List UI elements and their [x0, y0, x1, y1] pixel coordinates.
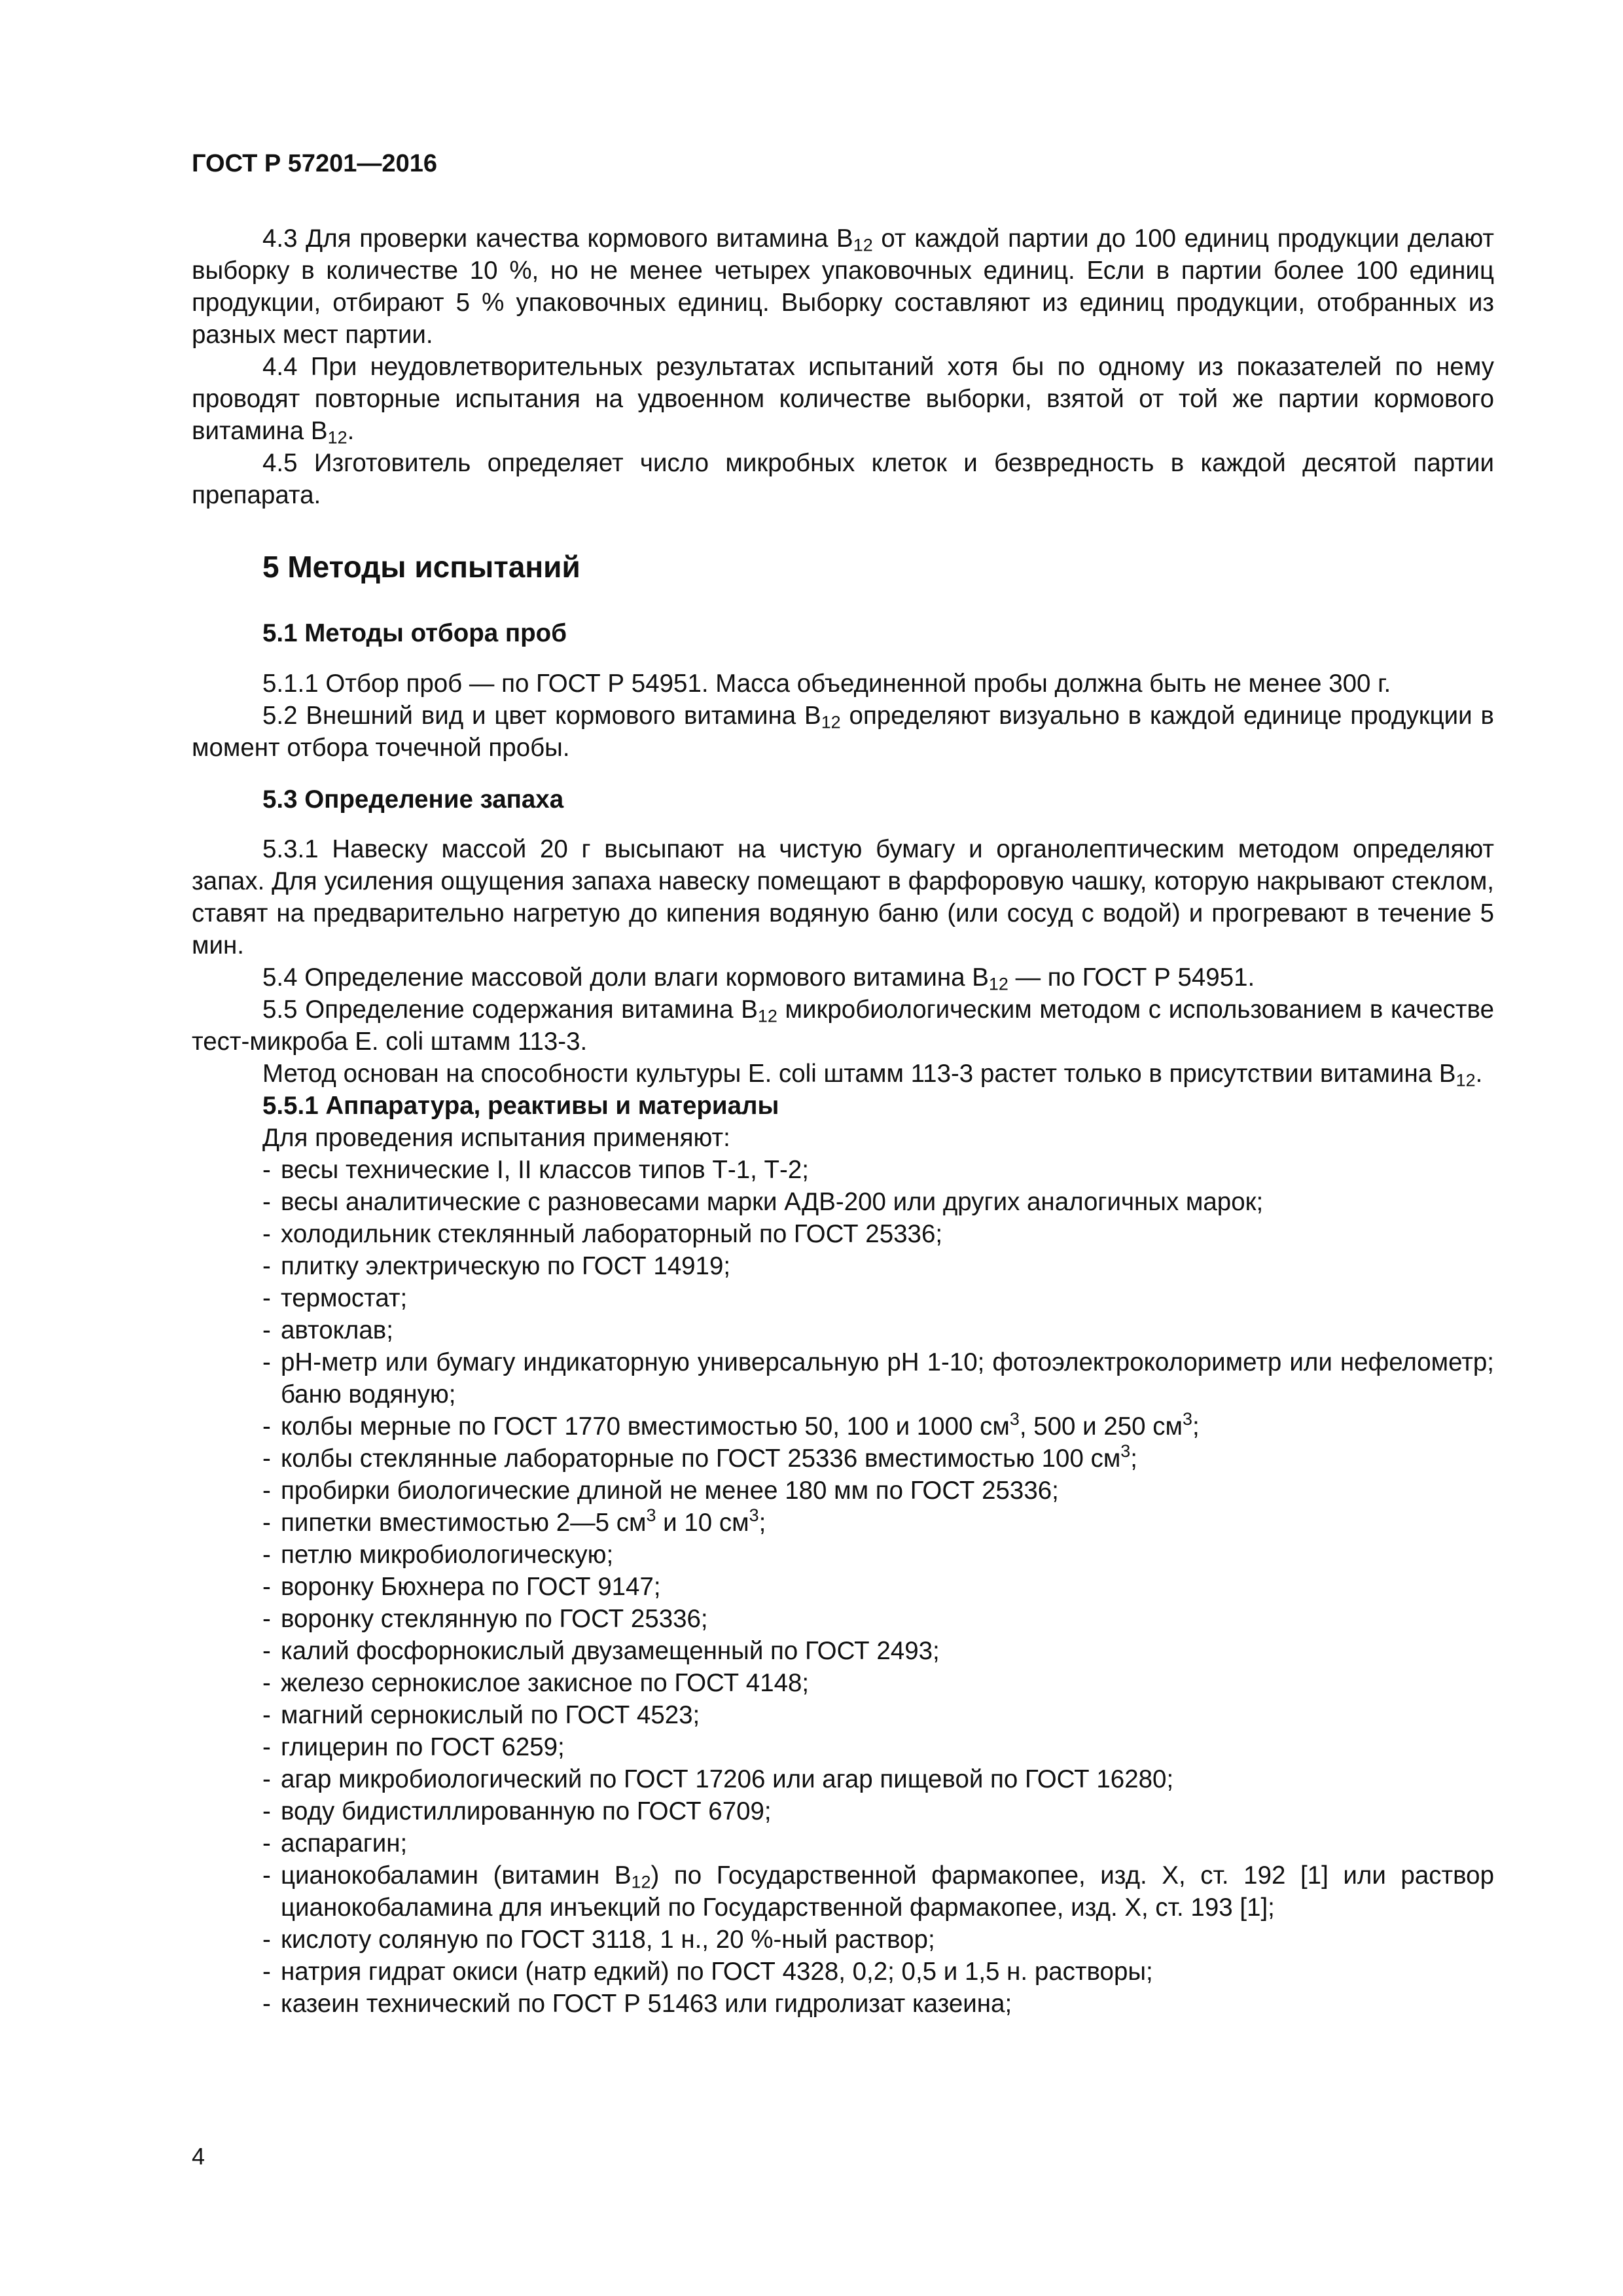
page-number: 4: [192, 2143, 205, 2170]
paragraph-5-5: 5.5 Определение содержания витамина $В_{12}$ микробиологическим методом с использованием в качестве тест-микроба E. coli штамм 113-3.: [192, 996, 1494, 1056]
list-item: - калий фосфорнокислый двузамещенный по ГОСТ 2493;: [262, 1637, 940, 1665]
section-4-paragraphs: [192, 223, 1494, 511]
list-item: - холодильник стеклянный лабораторный по ГОСТ 25336;: [262, 1220, 943, 1248]
list-item: - магний сернокислый по ГОСТ 4523;: [262, 1701, 700, 1729]
list-item: - казеин технический по ГОСТ Р 51463 или гидролизат казеина;: [262, 1990, 1012, 2018]
section-5-1-title: 5.1 Методы отбора проб: [262, 619, 567, 647]
list-item: - агар микробиологический по ГОСТ 17206 или агар пищевой по ГОСТ 16280;: [262, 1765, 1174, 1793]
list-item: - пипетки вместимостью 2—5 $см^3$ и 10 $см^3$;: [262, 1505, 766, 1537]
section-5-title: 5 Методы испытаний: [262, 550, 580, 584]
list-item: - весы технические I, II классов типов Т-1, Т-2;: [262, 1156, 809, 1184]
list-item: - петлю микробиологическую;: [262, 1541, 614, 1569]
section-5-3-paragraphs: [192, 833, 1494, 2020]
section-5-3-block: [192, 783, 1494, 816]
list-item: - глицерин по ГОСТ 6259;: [262, 1733, 565, 1761]
paragraph-5-4: 5.4 Определение массовой доли влаги кормового витамина $В_{12}$ — по ГОСТ Р 54951.: [262, 963, 1255, 994]
section-5-1-block: [192, 617, 1494, 649]
list-item: - аспарагин;: [262, 1829, 408, 1857]
paragraph-4-5: 4.5 Изготовитель определяет число микробных клеток и безвредность в каждой десятой партии препарата.: [192, 449, 1494, 509]
list-item: - кислоту соляную по ГОСТ 3118, 1 н., 20 %-ный раствор;: [262, 1926, 935, 1954]
list-item: - воронку стеклянную по ГОСТ 25336;: [262, 1605, 708, 1633]
standard-header: ГОСТ Р 57201—2016: [192, 150, 437, 177]
paragraph-5-1-1: 5.1.1 Отбор проб — по ГОСТ Р 54951. Масса объединенной пробы должна быть не менее 300 г.: [262, 670, 1391, 698]
list-item: - воронку Бюхнера по ГОСТ 9147;: [262, 1573, 661, 1601]
list-item: - колбы стеклянные лабораторные по ГОСТ 25336 вместимостью 100 $см^3$;: [262, 1441, 1137, 1473]
section-5-5-1-title: 5.5.1 Аппаратура, реактивы и материалы: [262, 1092, 779, 1120]
list-item: - плитку электрическую по ГОСТ 14919;: [262, 1252, 731, 1280]
equipment-list: [192, 1154, 1494, 2020]
paragraph-4-4: 4.4 При неудовлетворительных результатах испытаний хотя бы по одному из показателей по нему проводят повторные испытания на удвоенном количестве выборки, взятой от той же партии кормового витамина $В_{12}$.: [192, 353, 1494, 448]
paragraph-4-3: 4.3 Для проверки качества кормового витамина $В_{12}$ от каждой партии до 100 единиц продукции делают выборку в количестве 10 %, но не менее четырех упаковочных единиц. Если в партии более 100 единиц продукции, отбирают 5 % упаковочных единиц. Выборку составляют из единиц продукции, отобранных из разных мест партии.: [192, 224, 1494, 349]
list-item: - термостат;: [262, 1284, 408, 1312]
section-5-1-paragraphs: [192, 668, 1494, 764]
list-item: - цианокобаламин (витамин $В_{12}$) по Государственной фармакопее, изд. X, ст. 192 [1] или раствор цианокобаламина для инъекций по Государственной фармакопее, изд. X, ст. 193 [1];: [262, 1861, 1494, 1922]
list-item: - автоклав;: [262, 1316, 393, 1344]
list-item: - железо сернокислое закисное по ГОСТ 4148;: [262, 1669, 810, 1697]
section-5-3-title: 5.3 Определение запаха: [262, 785, 564, 814]
list-item: - воду бидистиллированную по ГОСТ 6709;: [262, 1797, 772, 1825]
list-item: - колбы мерные по ГОСТ 1770 вместимостью 50, 100 и 1000 $см^3$, 500 и 250 $см^3$;: [262, 1409, 1200, 1441]
list-item: - pH-метр или бумагу индикаторную универсальную pH 1-10; фотоэлектроколориметр или нефелометр; баню водяную;: [262, 1348, 1494, 1408]
list-item: - весы аналитические с разновесами марки АДВ-200 или других аналогичных марок;: [262, 1188, 1264, 1216]
list-intro: Для проведения испытания применяют:: [262, 1124, 730, 1152]
paragraph-method: Метод основан на способности культуры E. coli штамм 113-3 растет только в присутствии витамина $В_{12}$.: [262, 1060, 1483, 1090]
paragraph-5-3-1: 5.3.1 Навеску массой 20 г высыпают на чистую бумагу и органолептическим методом определяют запах. Для усиления ощущения запаха навеску помещают в фарфоровую чашку, которую накрывают стеклом, ставят на предварительно нагретую до кипения водяную баню (или сосуд с водой) и прогревают в течение 5 мин.: [192, 835, 1494, 960]
list-item: - пробирки биологические длиной не менее 180 мм по ГОСТ 25336;: [262, 1477, 1059, 1505]
section-5-heading-block: [192, 551, 1494, 583]
list-item: - натрия гидрат окиси (натр едкий) по ГОСТ 4328, 0,2; 0,5 и 1,5 н. растворы;: [262, 1958, 1153, 1986]
paragraph-5-2: 5.2 Внешний вид и цвет кормового витамина $В_{12}$ определяют визуально в каждой единице продукции в момент отбора точечной пробы.: [192, 702, 1494, 762]
